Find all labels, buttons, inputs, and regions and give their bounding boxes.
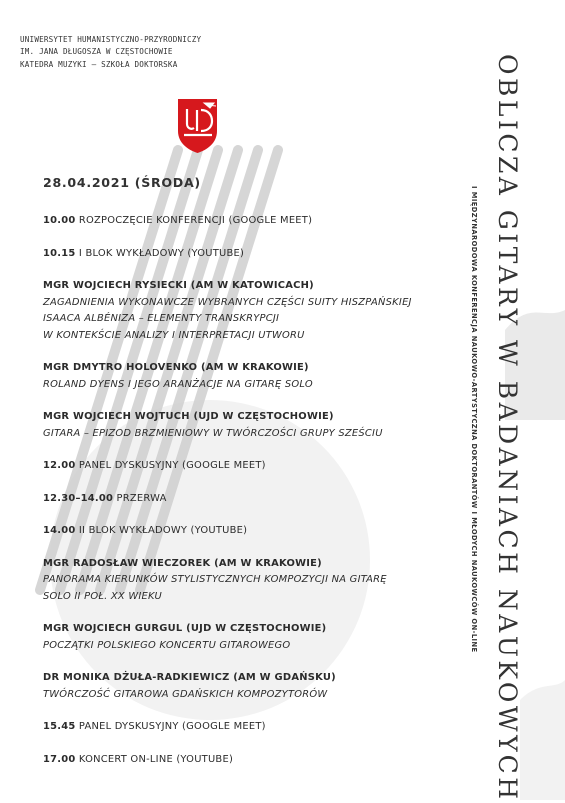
schedule-time: 12.00 — [43, 460, 76, 471]
schedule-item — [43, 458, 473, 475]
talk-title-line: W KONTEKŚCIE ANALIZY I INTERPRETACJI UTWORU — [43, 329, 305, 341]
university-patron: IM. JANA DŁUGOSZA W CZĘSTOCHOWIE — [20, 47, 173, 57]
schedule-description: I BLOK WYKŁADOWY (YOUTUBE) — [75, 247, 245, 259]
speaker-name: MGR WOJCIECH GURGUL (UJD W CZĘSTOCHOWIE) — [43, 623, 327, 634]
schedule-item — [43, 360, 473, 393]
schedule-line — [43, 458, 473, 475]
university-name: UNIWERSYTET HUMANISTYCZNO-PRZYRODNICZY — [20, 35, 202, 44]
talk-title-line: GITARA – EPIZOD BRZMIENIOWY W TWÓRCZOŚCI GRUPY SZEŚCIU — [43, 427, 383, 439]
schedule-description: ROZPOCZĘCIE KONFERENCJI (GOOGLE MEET) — [75, 215, 313, 226]
schedule-line — [43, 719, 473, 736]
schedule-description: PRZERWA — [113, 492, 167, 504]
schedule-description: PANEL DYSKUSYJNY (GOOGLE MEET) — [75, 460, 266, 471]
schedule-description: II BLOK WYKŁADOWY (YOUTUBE) — [75, 525, 248, 536]
talk-title-line: ZAGADNIENIA WYKONAWCZE WYBRANYCH CZĘŚCI SUITY HISZPAŃSKIEJ — [43, 296, 412, 308]
conference-subtitle: I MIĘDZYNARODOWA KONFERENCJA NAUKOWO-ARTYSTYCZNA DOKTORANTÓW I MŁODYCH NAUKOWCÓW ON-LINE — [470, 186, 478, 653]
schedule-description: KONCERT ON-LINE (YOUTUBE) — [75, 753, 234, 765]
program-date: 28.04.2021 (ŚRODA) — [43, 175, 201, 190]
schedule-item — [43, 556, 473, 606]
schedule-item — [43, 246, 473, 263]
schedule-line — [43, 246, 473, 263]
schedule-item — [43, 719, 473, 736]
department-name: KATEDRA MUZYKI – SZKOŁA DOKTORSKA — [20, 59, 178, 69]
schedule-item — [43, 670, 473, 703]
program-schedule — [43, 175, 473, 784]
talk-title-line: PANORAMA KIERUNKÓW STYLISTYCZNYCH KOMPOZYCJI NA GITARĘ — [43, 574, 387, 585]
ujd-logo — [176, 97, 219, 154]
schedule-item — [43, 278, 473, 344]
speaker-name: MGR DMYTRO HOLOVENKO (AM W KRAKOWIE) — [43, 362, 309, 373]
schedule-description: PANEL DYSKUSYJNY (GOOGLE MEET) — [75, 721, 266, 732]
schedule-time: 17.00 — [43, 753, 76, 765]
schedule-line — [43, 523, 473, 540]
schedule-line — [43, 491, 473, 508]
schedule-time: 10.00 — [43, 215, 76, 226]
schedule-item — [43, 491, 473, 508]
schedule-time: 15.45 — [43, 721, 76, 732]
speaker-name: DR MONIKA DŻUŁA-RADKIEWICZ (AM W GDAŃSKU) — [43, 672, 336, 683]
schedule-time: 10.15 — [43, 247, 76, 259]
schedule-item — [43, 752, 473, 769]
schedule-time: 12.30–14.00 — [43, 492, 114, 504]
schedule-line — [43, 213, 473, 230]
speaker-name: MGR WOJCIECH WOJTUCH (UJD W CZĘSTOCHOWIE) — [43, 411, 334, 422]
speaker-name: MGR WOJCIECH RYSIECKI (AM W KATOWICACH) — [43, 280, 314, 291]
conference-title: OBLICZA GITARY W BADANIACH NAUKOWYCH — [493, 54, 522, 803]
speaker-name: MGR RADOSŁAW WIECZOREK (AM W KRAKOWIE) — [43, 557, 322, 569]
talk-title-line: TWÓRCZOŚĆ GITAROWA GDAŃSKICH KOMPOZYTORÓW — [43, 688, 328, 700]
talk-title-line: SOLO II POŁ. XX WIEKU — [43, 590, 163, 602]
talk-title-line: ISAACA ALBÉNIZA – ELEMENTY TRANSKRYPCJI — [43, 313, 280, 324]
schedule-item — [43, 523, 473, 540]
schedule-line — [43, 752, 473, 769]
schedule-item — [43, 621, 473, 654]
talk-title-line: POCZĄTKI POLSKIEGO KONCERTU GITAROWEGO — [43, 639, 291, 651]
talk-title-line: ROLAND DYENS I JEGO ARANŻACJE NA GITARĘ SOLO — [43, 378, 313, 390]
institution-header — [20, 34, 201, 71]
schedule-item — [43, 213, 473, 230]
schedule-time: 14.00 — [43, 525, 76, 536]
schedule-item — [43, 409, 473, 442]
